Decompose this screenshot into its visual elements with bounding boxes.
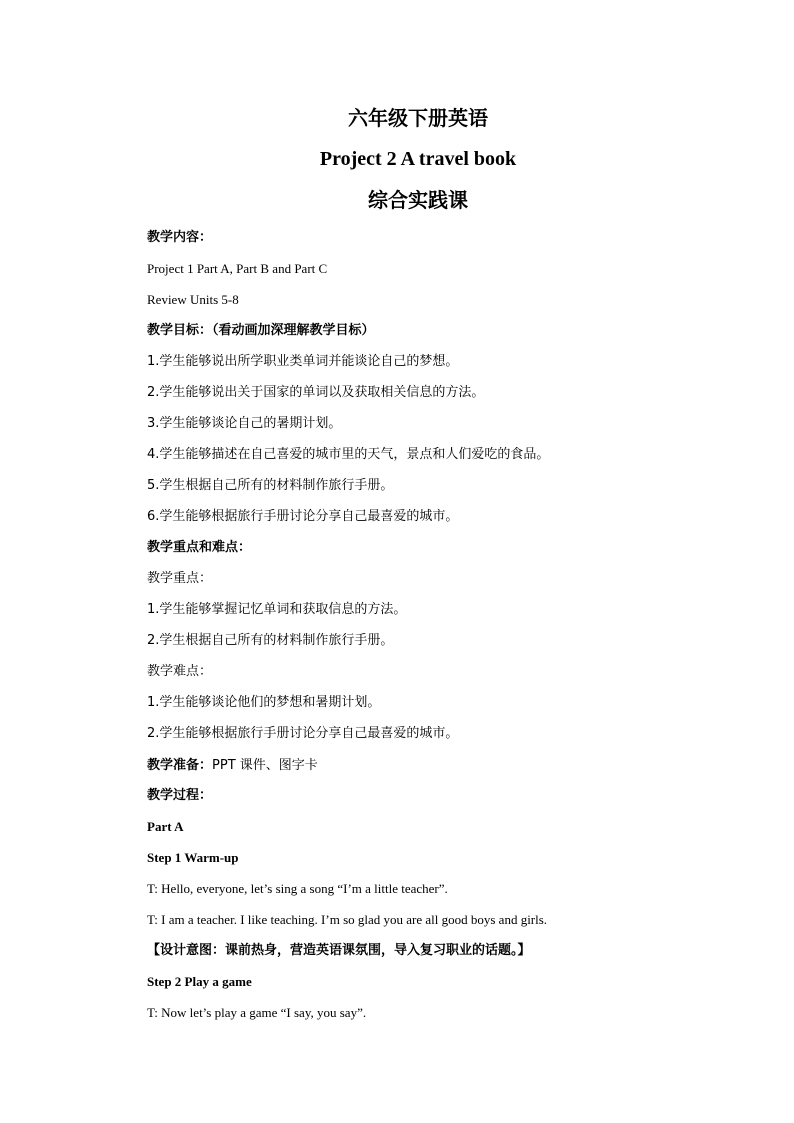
key-point-2: 2.学生根据自己所有的材料制作旅行手册。 (147, 633, 394, 648)
doc-title-grade: 六年级下册英语 (348, 106, 488, 130)
heading-teaching-content: 教学内容： (147, 230, 213, 245)
difficult-point-1: 1.学生能够谈论他们的梦想和暑期计划。 (147, 695, 381, 710)
subheading-key-points: 教学重点： (147, 571, 213, 586)
part-a-heading: Part A (147, 819, 184, 834)
dialogue-line-1: T: Hello, everyone, let’s sing a song “I’m a little teacher”. (147, 881, 448, 896)
goal-item-3: 3.学生能够谈论自己的暑期计划。 (147, 416, 342, 431)
dialogue-line-3: T: Now let’s play a game “I say, you say”. (147, 1005, 367, 1020)
preparation-line (147, 756, 318, 775)
goal-item-6: 6.学生能够根据旅行手册讨论分享自己最喜爱的城市。 (147, 509, 459, 524)
content-line-2: Review Units 5-8 (147, 292, 239, 307)
goal-item-4: 4.学生能够描述在自己喜爱的城市里的天气，景点和人们爱吃的食品。 (147, 447, 550, 462)
design-intent-note: 【设计意图：课前热身，营造英语课氛围，导入复习职业的话题。】 (147, 943, 531, 958)
goal-item-2: 2.学生能够说出关于国家的单词以及获取相关信息的方法。 (147, 385, 485, 400)
heading-teaching-process: 教学过程： (147, 788, 213, 803)
difficult-point-2: 2.学生能够根据旅行手册讨论分享自己最喜爱的城市。 (147, 726, 459, 741)
doc-title-project: Project 2 A travel book (319, 148, 517, 170)
preparation-value: PPT 课件、图字卡 (212, 758, 318, 773)
key-point-1: 1.学生能够掌握记忆单词和获取信息的方法。 (147, 602, 407, 617)
goal-item-5: 5.学生根据自己所有的材料制作旅行手册。 (147, 478, 394, 493)
goal-item-1: 1.学生能够说出所学职业类单词并能谈论自己的梦想。 (147, 354, 459, 369)
heading-key-difficult: 教学重点和难点： (147, 540, 252, 555)
doc-title-lesson-type: 综合实践课 (368, 188, 468, 212)
dialogue-line-2: T: I am a teacher. I like teaching. I’m so glad you are all good boys and girls. (147, 912, 548, 927)
step-2-heading: Step 2 Play a game (147, 974, 252, 989)
heading-teaching-goals: 教学目标：（看动画加深理解教学目标） (147, 323, 375, 338)
subheading-difficult-points: 教学难点： (147, 664, 213, 679)
heading-preparation: 教学准备： (147, 758, 213, 773)
content-line-1: Project 1 Part A, Part B and Part C (147, 261, 328, 276)
step-1-heading: Step 1 Warm-up (147, 850, 239, 865)
